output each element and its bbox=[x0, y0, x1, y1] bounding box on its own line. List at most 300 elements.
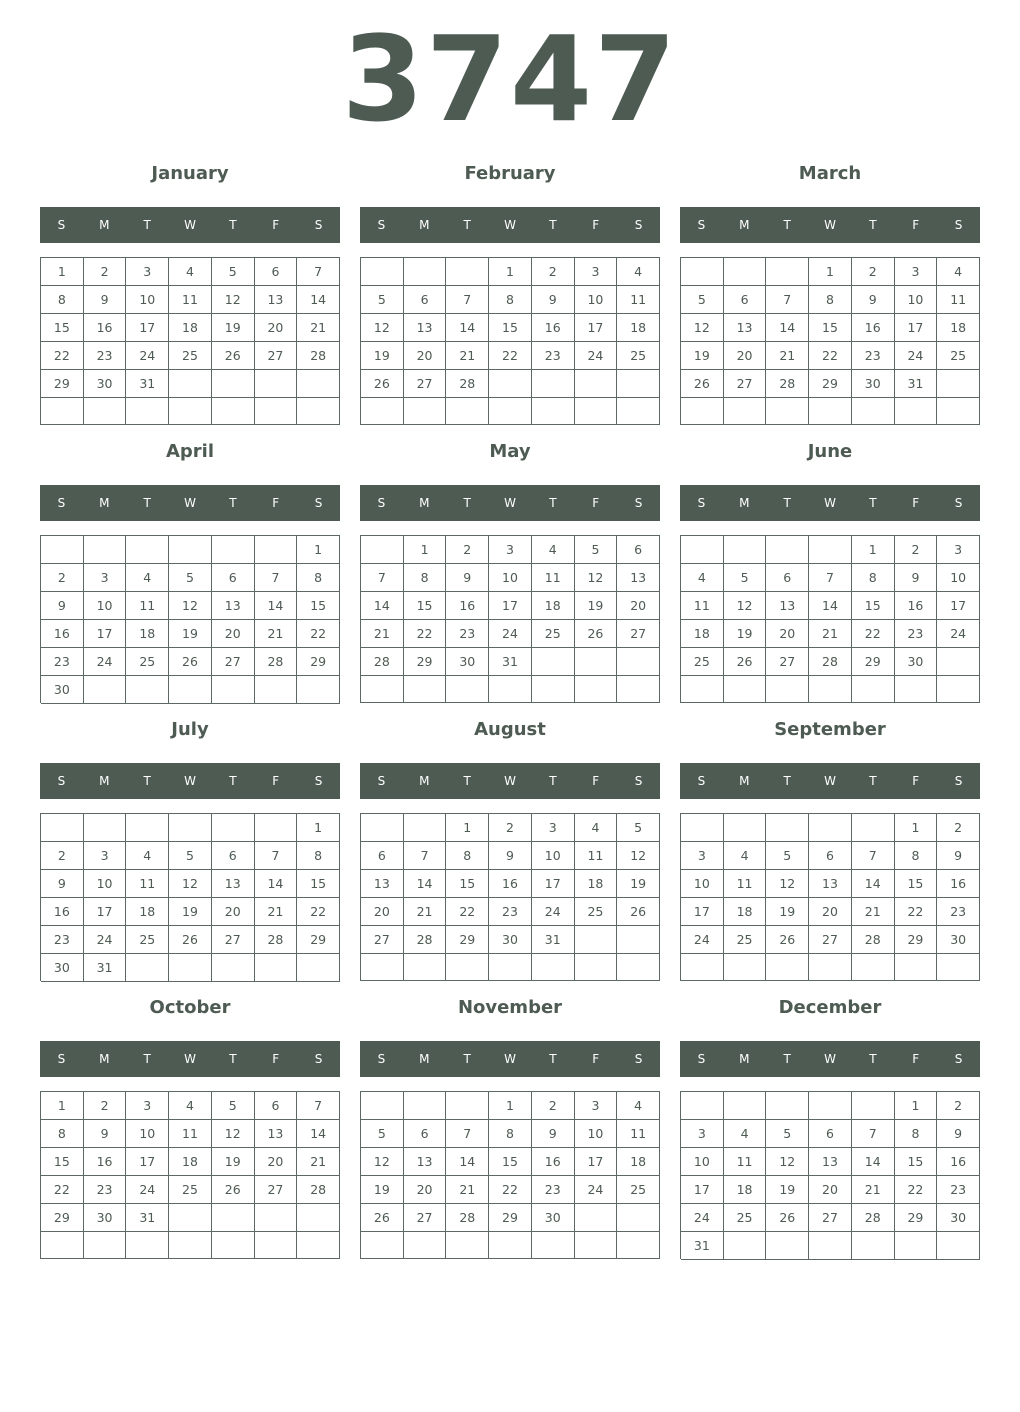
weekday-label: W bbox=[824, 218, 836, 232]
weekday-label: S bbox=[954, 496, 963, 510]
day-cell: 7 bbox=[297, 258, 340, 286]
day-cell: 30 bbox=[446, 648, 489, 676]
empty-day-cell bbox=[937, 676, 980, 703]
weekday-label: F bbox=[592, 218, 600, 232]
weekday-label: F bbox=[272, 1052, 280, 1066]
day-cell: 2 bbox=[852, 258, 895, 286]
day-cell: 26 bbox=[361, 1204, 404, 1232]
day-cell: 3 bbox=[575, 258, 618, 286]
empty-day-cell bbox=[852, 1232, 895, 1260]
days-grid bbox=[360, 257, 660, 425]
day-cell: 16 bbox=[489, 870, 532, 898]
weekday-label: F bbox=[272, 774, 280, 788]
day-cell: 19 bbox=[575, 592, 618, 620]
day-cell: 3 bbox=[895, 258, 938, 286]
day-cell: 14 bbox=[361, 592, 404, 620]
empty-day-cell bbox=[404, 1092, 447, 1120]
day-cell: 30 bbox=[489, 926, 532, 954]
day-cell: 27 bbox=[617, 620, 660, 648]
empty-day-cell bbox=[895, 676, 938, 703]
day-cell: 15 bbox=[895, 870, 938, 898]
day-cell: 11 bbox=[681, 592, 724, 620]
day-cell: 17 bbox=[84, 620, 127, 648]
day-cell: 29 bbox=[446, 926, 489, 954]
empty-day-cell bbox=[809, 398, 852, 425]
day-cell: 11 bbox=[169, 286, 212, 314]
day-cell: 1 bbox=[489, 258, 532, 286]
empty-day-cell bbox=[489, 1232, 532, 1259]
weekday-header bbox=[680, 207, 980, 243]
empty-day-cell bbox=[766, 1232, 809, 1260]
weekday-label: T bbox=[463, 218, 471, 232]
day-cell: 12 bbox=[361, 314, 404, 342]
empty-day-cell bbox=[212, 370, 255, 398]
empty-day-cell bbox=[169, 814, 212, 842]
empty-day-cell bbox=[937, 1232, 980, 1260]
empty-day-cell bbox=[809, 814, 852, 842]
month-name: November bbox=[457, 997, 563, 1018]
day-cell: 3 bbox=[126, 1092, 169, 1120]
day-cell: 26 bbox=[212, 1176, 255, 1204]
day-cell: 3 bbox=[575, 1092, 618, 1120]
day-cell: 21 bbox=[766, 342, 809, 370]
day-cell: 21 bbox=[446, 342, 489, 370]
weekday-label: W bbox=[184, 1052, 196, 1066]
day-cell: 21 bbox=[255, 898, 298, 926]
day-cell: 8 bbox=[895, 1120, 938, 1148]
day-cell: 12 bbox=[361, 1148, 404, 1176]
year-title: 3747 bbox=[341, 10, 679, 148]
day-cell: 28 bbox=[297, 1176, 340, 1204]
day-cell: 17 bbox=[937, 592, 980, 620]
empty-day-cell bbox=[617, 370, 660, 398]
day-cell: 11 bbox=[617, 1120, 660, 1148]
day-cell: 4 bbox=[937, 258, 980, 286]
day-cell: 19 bbox=[681, 342, 724, 370]
empty-day-cell bbox=[126, 536, 169, 564]
empty-day-cell bbox=[724, 814, 767, 842]
day-cell: 16 bbox=[446, 592, 489, 620]
empty-day-cell bbox=[617, 648, 660, 676]
days-grid bbox=[40, 1091, 340, 1259]
day-cell: 31 bbox=[126, 370, 169, 398]
day-cell: 14 bbox=[255, 592, 298, 620]
empty-day-cell bbox=[212, 814, 255, 842]
empty-day-cell bbox=[489, 398, 532, 425]
day-cell: 6 bbox=[212, 564, 255, 592]
day-cell: 3 bbox=[937, 536, 980, 564]
day-cell: 20 bbox=[809, 1176, 852, 1204]
day-cell: 20 bbox=[404, 342, 447, 370]
day-cell: 9 bbox=[84, 1120, 127, 1148]
day-cell: 18 bbox=[724, 1176, 767, 1204]
empty-day-cell bbox=[532, 1232, 575, 1259]
weekday-label: M bbox=[739, 774, 750, 788]
day-cell: 22 bbox=[41, 1176, 84, 1204]
weekday-header bbox=[680, 485, 980, 521]
day-cell: 1 bbox=[41, 258, 84, 286]
empty-day-cell bbox=[809, 1092, 852, 1120]
month-name: May bbox=[489, 441, 531, 462]
empty-day-cell bbox=[361, 1092, 404, 1120]
days-grid bbox=[360, 1091, 660, 1259]
weekday-label: W bbox=[184, 218, 196, 232]
weekday-label: W bbox=[504, 218, 516, 232]
empty-day-cell bbox=[255, 954, 298, 982]
day-cell: 9 bbox=[895, 564, 938, 592]
day-cell: 8 bbox=[489, 1120, 532, 1148]
day-cell: 16 bbox=[895, 592, 938, 620]
day-cell: 28 bbox=[446, 370, 489, 398]
day-cell: 10 bbox=[84, 592, 127, 620]
empty-day-cell bbox=[895, 1232, 938, 1260]
weekday-label: F bbox=[912, 1052, 920, 1066]
empty-day-cell bbox=[404, 676, 447, 703]
day-cell: 24 bbox=[575, 1176, 618, 1204]
day-cell: 21 bbox=[852, 898, 895, 926]
empty-day-cell bbox=[446, 258, 489, 286]
day-cell: 28 bbox=[404, 926, 447, 954]
month-name: July bbox=[171, 719, 209, 740]
days-grid bbox=[40, 535, 340, 703]
empty-day-cell bbox=[766, 536, 809, 564]
day-cell: 1 bbox=[41, 1092, 84, 1120]
day-cell: 29 bbox=[895, 1204, 938, 1232]
month-name: January bbox=[151, 163, 229, 184]
month-name: October bbox=[149, 997, 231, 1018]
weekday-label: T bbox=[869, 218, 877, 232]
day-cell: 2 bbox=[937, 1092, 980, 1120]
empty-day-cell bbox=[852, 814, 895, 842]
empty-day-cell bbox=[404, 1232, 447, 1259]
empty-day-cell bbox=[361, 258, 404, 286]
day-cell: 19 bbox=[766, 1176, 809, 1204]
day-cell: 29 bbox=[404, 648, 447, 676]
day-cell: 27 bbox=[255, 1176, 298, 1204]
day-cell: 9 bbox=[84, 286, 127, 314]
day-cell: 20 bbox=[766, 620, 809, 648]
day-cell: 24 bbox=[575, 342, 618, 370]
empty-day-cell bbox=[404, 954, 447, 981]
weekday-label: T bbox=[229, 774, 237, 788]
day-cell: 8 bbox=[41, 286, 84, 314]
day-cell: 12 bbox=[212, 1120, 255, 1148]
empty-day-cell bbox=[809, 1232, 852, 1260]
day-cell: 14 bbox=[809, 592, 852, 620]
day-cell: 11 bbox=[169, 1120, 212, 1148]
day-cell: 26 bbox=[361, 370, 404, 398]
day-cell: 18 bbox=[617, 1148, 660, 1176]
empty-day-cell bbox=[361, 536, 404, 564]
day-cell: 22 bbox=[489, 1176, 532, 1204]
day-cell: 28 bbox=[446, 1204, 489, 1232]
empty-day-cell bbox=[126, 398, 169, 425]
day-cell: 25 bbox=[937, 342, 980, 370]
day-cell: 25 bbox=[617, 342, 660, 370]
day-cell: 29 bbox=[297, 648, 340, 676]
day-cell: 4 bbox=[575, 814, 618, 842]
day-cell: 25 bbox=[126, 926, 169, 954]
empty-day-cell bbox=[937, 954, 980, 981]
day-cell: 12 bbox=[169, 592, 212, 620]
day-cell: 4 bbox=[724, 842, 767, 870]
day-cell: 23 bbox=[84, 342, 127, 370]
weekday-label: F bbox=[272, 496, 280, 510]
empty-day-cell bbox=[809, 676, 852, 703]
day-cell: 27 bbox=[361, 926, 404, 954]
empty-day-cell bbox=[41, 814, 84, 842]
day-cell: 27 bbox=[809, 926, 852, 954]
day-cell: 23 bbox=[489, 898, 532, 926]
month-name: April bbox=[165, 441, 215, 462]
day-cell: 22 bbox=[809, 342, 852, 370]
day-cell: 2 bbox=[84, 258, 127, 286]
weekday-label: T bbox=[869, 1052, 877, 1066]
day-cell: 13 bbox=[255, 1120, 298, 1148]
month-name: February bbox=[464, 163, 556, 184]
weekday-label: F bbox=[592, 774, 600, 788]
weekday-label: S bbox=[377, 218, 386, 232]
empty-day-cell bbox=[575, 648, 618, 676]
day-cell: 13 bbox=[617, 564, 660, 592]
weekday-label: S bbox=[314, 1052, 323, 1066]
day-cell: 21 bbox=[255, 620, 298, 648]
weekday-header bbox=[360, 207, 660, 243]
day-cell: 15 bbox=[297, 870, 340, 898]
empty-day-cell bbox=[169, 398, 212, 425]
day-cell: 24 bbox=[126, 1176, 169, 1204]
day-cell: 5 bbox=[212, 1092, 255, 1120]
day-cell: 24 bbox=[84, 648, 127, 676]
day-cell: 2 bbox=[489, 814, 532, 842]
empty-day-cell bbox=[297, 676, 340, 704]
empty-day-cell bbox=[937, 648, 980, 676]
day-cell: 24 bbox=[895, 342, 938, 370]
empty-day-cell bbox=[404, 814, 447, 842]
day-cell: 15 bbox=[809, 314, 852, 342]
day-cell: 13 bbox=[809, 870, 852, 898]
day-cell: 6 bbox=[255, 1092, 298, 1120]
day-cell: 1 bbox=[297, 814, 340, 842]
day-cell: 17 bbox=[84, 898, 127, 926]
day-cell: 2 bbox=[446, 536, 489, 564]
weekday-header bbox=[360, 1041, 660, 1077]
day-cell: 7 bbox=[809, 564, 852, 592]
day-cell: 8 bbox=[895, 842, 938, 870]
weekday-label: M bbox=[99, 1052, 110, 1066]
day-cell: 4 bbox=[681, 564, 724, 592]
day-cell: 23 bbox=[532, 1176, 575, 1204]
days-grid bbox=[680, 257, 980, 425]
day-cell: 12 bbox=[766, 870, 809, 898]
day-cell: 13 bbox=[361, 870, 404, 898]
empty-day-cell bbox=[404, 258, 447, 286]
day-cell: 14 bbox=[766, 314, 809, 342]
day-cell: 24 bbox=[681, 926, 724, 954]
empty-day-cell bbox=[724, 954, 767, 981]
empty-day-cell bbox=[937, 370, 980, 398]
day-cell: 22 bbox=[895, 898, 938, 926]
day-cell: 21 bbox=[297, 1148, 340, 1176]
day-cell: 18 bbox=[532, 592, 575, 620]
day-cell: 11 bbox=[724, 870, 767, 898]
day-cell: 5 bbox=[169, 564, 212, 592]
days-grid bbox=[680, 813, 980, 981]
day-cell: 3 bbox=[681, 842, 724, 870]
empty-day-cell bbox=[212, 1204, 255, 1232]
empty-day-cell bbox=[617, 1204, 660, 1232]
empty-day-cell bbox=[617, 926, 660, 954]
empty-day-cell bbox=[532, 370, 575, 398]
empty-day-cell bbox=[617, 676, 660, 703]
day-cell: 31 bbox=[84, 954, 127, 982]
day-cell: 6 bbox=[404, 1120, 447, 1148]
day-cell: 25 bbox=[681, 648, 724, 676]
weekday-label: T bbox=[143, 1052, 151, 1066]
day-cell: 27 bbox=[404, 370, 447, 398]
day-cell: 31 bbox=[489, 648, 532, 676]
day-cell: 9 bbox=[41, 870, 84, 898]
weekday-label: S bbox=[57, 1052, 66, 1066]
weekday-label: T bbox=[549, 496, 557, 510]
day-cell: 9 bbox=[852, 286, 895, 314]
day-cell: 16 bbox=[41, 620, 84, 648]
day-cell: 7 bbox=[255, 564, 298, 592]
day-cell: 26 bbox=[169, 648, 212, 676]
day-cell: 28 bbox=[809, 648, 852, 676]
empty-day-cell bbox=[937, 398, 980, 425]
day-cell: 14 bbox=[404, 870, 447, 898]
weekday-label: M bbox=[99, 218, 110, 232]
day-cell: 22 bbox=[297, 620, 340, 648]
day-cell: 13 bbox=[212, 870, 255, 898]
weekday-header bbox=[680, 1041, 980, 1077]
day-cell: 14 bbox=[446, 314, 489, 342]
weekday-label: T bbox=[143, 218, 151, 232]
day-cell: 1 bbox=[446, 814, 489, 842]
day-cell: 30 bbox=[852, 370, 895, 398]
empty-day-cell bbox=[361, 1232, 404, 1259]
day-cell: 10 bbox=[575, 1120, 618, 1148]
day-cell: 26 bbox=[212, 342, 255, 370]
day-cell: 13 bbox=[255, 286, 298, 314]
day-cell: 31 bbox=[895, 370, 938, 398]
day-cell: 5 bbox=[724, 564, 767, 592]
empty-day-cell bbox=[766, 258, 809, 286]
day-cell: 8 bbox=[297, 564, 340, 592]
day-cell: 7 bbox=[446, 286, 489, 314]
weekday-label: S bbox=[697, 774, 706, 788]
day-cell: 19 bbox=[724, 620, 767, 648]
weekday-label: T bbox=[229, 1052, 237, 1066]
days-grid bbox=[360, 813, 660, 981]
day-cell: 21 bbox=[297, 314, 340, 342]
day-cell: 7 bbox=[255, 842, 298, 870]
day-cell: 31 bbox=[532, 926, 575, 954]
weekday-label: S bbox=[954, 1052, 963, 1066]
day-cell: 19 bbox=[766, 898, 809, 926]
empty-day-cell bbox=[489, 676, 532, 703]
day-cell: 16 bbox=[937, 1148, 980, 1176]
day-cell: 14 bbox=[852, 1148, 895, 1176]
day-cell: 27 bbox=[255, 342, 298, 370]
day-cell: 29 bbox=[297, 926, 340, 954]
day-cell: 23 bbox=[937, 898, 980, 926]
day-cell: 1 bbox=[895, 1092, 938, 1120]
day-cell: 15 bbox=[895, 1148, 938, 1176]
day-cell: 5 bbox=[212, 258, 255, 286]
day-cell: 4 bbox=[532, 536, 575, 564]
empty-day-cell bbox=[724, 1092, 767, 1120]
day-cell: 10 bbox=[937, 564, 980, 592]
day-cell: 15 bbox=[297, 592, 340, 620]
empty-day-cell bbox=[84, 676, 127, 704]
weekday-label: S bbox=[377, 496, 386, 510]
day-cell: 30 bbox=[937, 926, 980, 954]
weekday-label: F bbox=[592, 496, 600, 510]
day-cell: 8 bbox=[809, 286, 852, 314]
day-cell: 6 bbox=[617, 536, 660, 564]
day-cell: 19 bbox=[169, 898, 212, 926]
day-cell: 31 bbox=[126, 1204, 169, 1232]
day-cell: 23 bbox=[41, 926, 84, 954]
day-cell: 8 bbox=[446, 842, 489, 870]
weekday-label: F bbox=[912, 496, 920, 510]
day-cell: 4 bbox=[617, 1092, 660, 1120]
weekday-label: S bbox=[634, 1052, 643, 1066]
day-cell: 22 bbox=[895, 1176, 938, 1204]
day-cell: 22 bbox=[41, 342, 84, 370]
weekday-label: S bbox=[314, 218, 323, 232]
empty-day-cell bbox=[84, 536, 127, 564]
day-cell: 24 bbox=[532, 898, 575, 926]
month-name: September bbox=[774, 719, 886, 740]
empty-day-cell bbox=[361, 676, 404, 703]
empty-day-cell bbox=[84, 814, 127, 842]
day-cell: 28 bbox=[255, 926, 298, 954]
empty-day-cell bbox=[532, 398, 575, 425]
day-cell: 25 bbox=[724, 926, 767, 954]
day-cell: 25 bbox=[169, 1176, 212, 1204]
weekday-header bbox=[40, 1041, 340, 1077]
empty-day-cell bbox=[297, 370, 340, 398]
day-cell: 29 bbox=[41, 370, 84, 398]
empty-day-cell bbox=[575, 954, 618, 981]
weekday-label: S bbox=[314, 774, 323, 788]
day-cell: 7 bbox=[852, 842, 895, 870]
weekday-label: S bbox=[954, 218, 963, 232]
day-cell: 23 bbox=[41, 648, 84, 676]
day-cell: 26 bbox=[169, 926, 212, 954]
empty-day-cell bbox=[766, 814, 809, 842]
weekday-header bbox=[680, 763, 980, 799]
empty-day-cell bbox=[532, 676, 575, 703]
empty-day-cell bbox=[681, 536, 724, 564]
day-cell: 5 bbox=[617, 814, 660, 842]
day-cell: 20 bbox=[404, 1176, 447, 1204]
day-cell: 2 bbox=[895, 536, 938, 564]
empty-day-cell bbox=[617, 954, 660, 981]
empty-day-cell bbox=[255, 814, 298, 842]
day-cell: 29 bbox=[809, 370, 852, 398]
day-cell: 18 bbox=[724, 898, 767, 926]
day-cell: 27 bbox=[766, 648, 809, 676]
weekday-label: T bbox=[463, 1052, 471, 1066]
day-cell: 11 bbox=[937, 286, 980, 314]
day-cell: 23 bbox=[446, 620, 489, 648]
day-cell: 10 bbox=[84, 870, 127, 898]
empty-day-cell bbox=[852, 954, 895, 981]
